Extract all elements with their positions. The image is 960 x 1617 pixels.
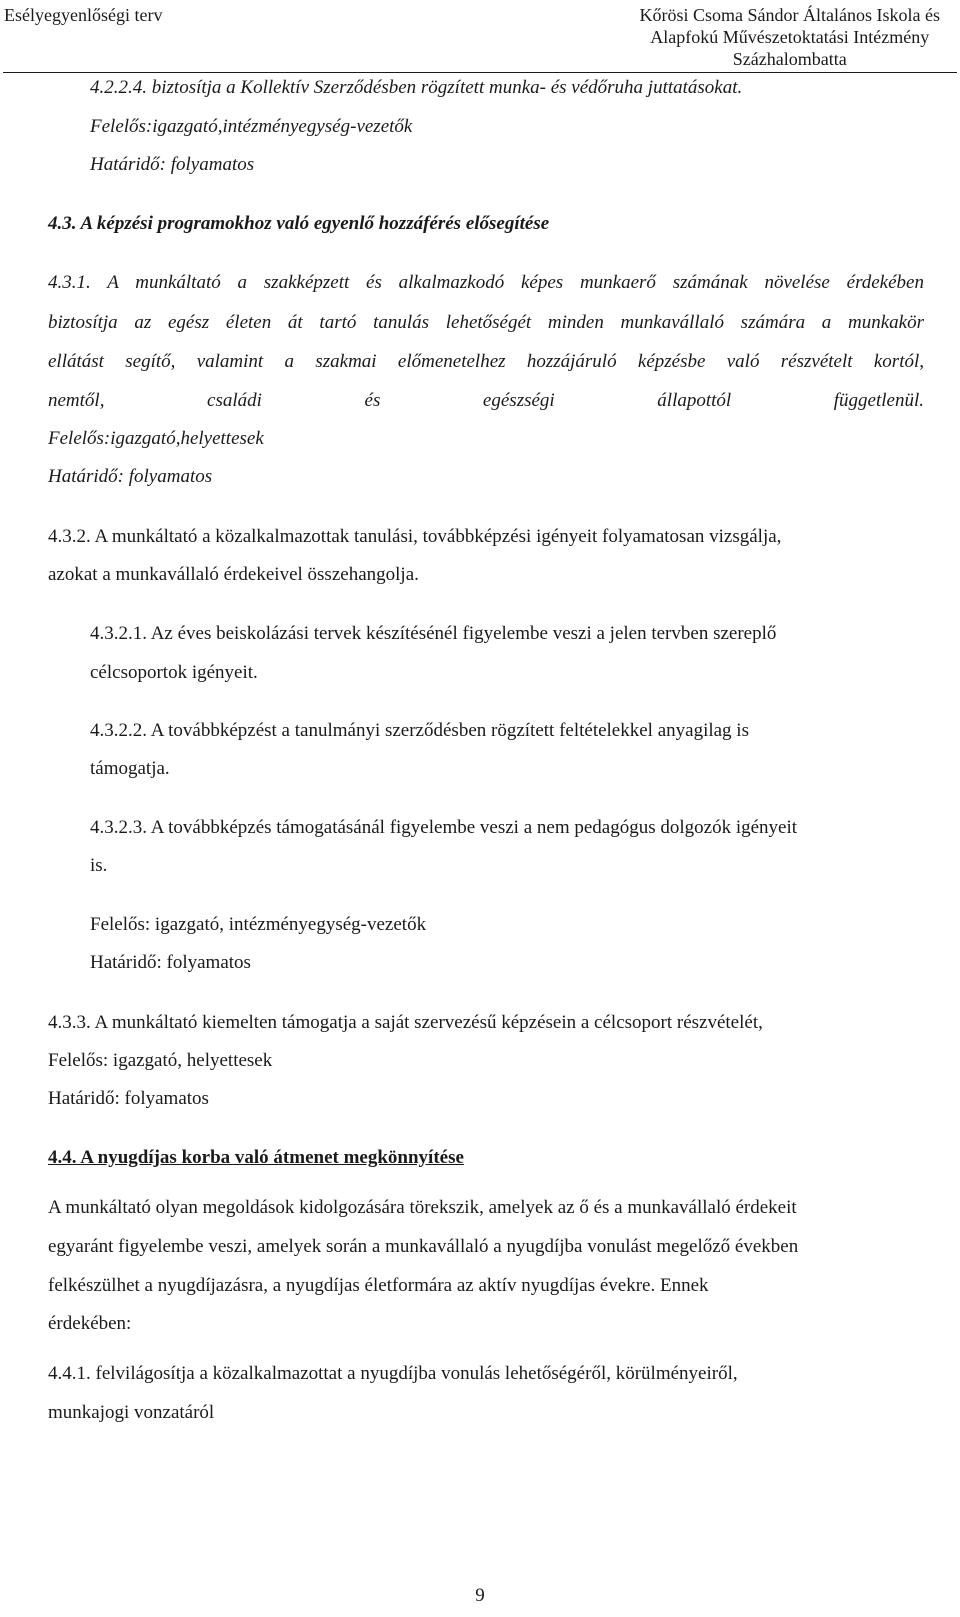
responsible-line: Felelős: igazgató, intézményegység-vezetők [90,914,427,935]
header-institution-line3: Százhalombatta [732,49,847,69]
header-divider [3,72,957,73]
responsible-line: Felelős:igazgató,intézményegység-vezetők [90,116,413,137]
responsible-line: Felelős: igazgató, helyettesek [48,1050,273,1071]
paragraph-line: A munkáltató olyan megoldások kidolgozására törekszik, amelyek az ő és a munkavállaló érdekeit [48,1197,797,1218]
page-number: 9 [475,1585,485,1606]
header-institution-line2: Alapfokú Művészetoktatási Intézmény [650,27,930,47]
paragraph-line: biztosítja az egész életen át tartó tanulás lehetőségét minden munkavállaló számára a munkakör [48,312,924,333]
deadline-line: Határidő: folyamatos [48,1088,209,1109]
responsible-line: Felelős:igazgató,helyettesek [48,428,264,449]
paragraph-line: 4.3.2.2. A továbbképzést a tanulmányi szerződésben rögzített feltételekkel anyagilag is [90,720,749,741]
paragraph-line: felkészülhet a nyugdíjazásra, a nyugdíjas életformára az aktív nyugdíjas évekre. Ennek [48,1275,709,1296]
paragraph-line: célcsoportok igényeit. [90,662,258,683]
section-heading-4-3: 4.3. A képzési programokhoz való egyenlő hozzáférés elősegítése [48,213,550,234]
header-institution [640,4,940,70]
paragraph-line: is. [90,855,108,876]
section-heading-4-4: 4.4. A nyugdíjas korba való átmenet megkönnyítése [48,1147,464,1168]
deadline-line: Határidő: folyamatos [48,466,213,487]
paragraph-line: munkajogi vonzatáról [48,1402,215,1423]
paragraph-line: 4.4.1. felvilágosítja a közalkalmazottat a nyugdíjba vonulás lehetőségéről, körülményeiről, [48,1363,738,1384]
paragraph-line: támogatja. [90,758,170,779]
paragraph-line: egyaránt figyelembe veszi, amelyek során a munkavállaló a nyugdíjba vonulást megelőző években [48,1236,799,1257]
deadline-line: Határidő: folyamatos [90,952,251,973]
paragraph-line: 4.2.2.4. biztosítja a Kollektív Szerződésben rögzített munka- és védőruha juttatásokat. [90,77,743,98]
paragraph-line: 4.3.2.3. A továbbképzés támogatásánál figyelembe veszi a nem pedagógus dolgozók igényeit [90,817,798,838]
paragraph-line: azokat a munkavállaló érdekeivel összehangolja. [48,564,419,585]
paragraph-line: 4.3.2. A munkáltató a közalkalmazottak tanulási, továbbképzési igényeit folyamatosan vizsgálja, [48,526,782,547]
paragraph-line: 4.3.1. A munkáltató a szakképzett és alkalmazkodó képes munkaerő számának növelése érdekében [48,272,924,293]
paragraph-line: ellátást segítő, valamint a szakmai előmenetelhez hozzájáruló képzésbe való részvételt kortól, [48,351,924,372]
deadline-line: Határidő: folyamatos [90,154,255,175]
header-document-title: Esélyegyenlőségi terv [4,5,163,25]
paragraph-line: 4.3.3. A munkáltató kiemelten támogatja a saját szervezésű képzésein a célcsoport részvételét, [48,1012,763,1033]
paragraph-line: nemtől, családi és egészségi állapottól függetlenül. [48,390,924,411]
paragraph-line: érdekében: [48,1313,132,1334]
header-institution-line1: Kőrösi Csoma Sándor Általános Iskola és [639,5,940,25]
paragraph-line: 4.3.2.1. Az éves beiskolázási tervek készítésénél figyelembe veszi a jelen tervben szereplő [90,623,777,644]
